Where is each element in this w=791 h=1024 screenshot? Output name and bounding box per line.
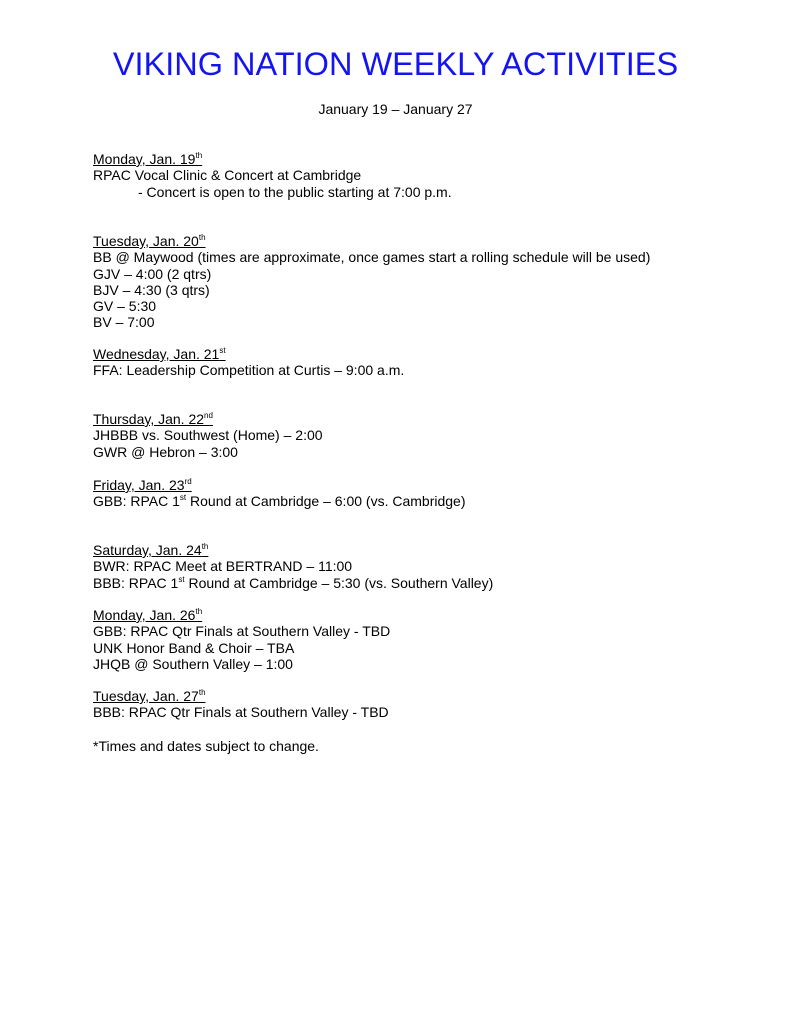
day-heading-text: Thursday, Jan. 22 (93, 411, 205, 427)
ordinal-suffix: th (195, 151, 203, 160)
activity-text: BBB: RPAC 1 (93, 574, 179, 591)
activity-item (93, 314, 650, 330)
day-heading-text: Tuesday, Jan. 20 (93, 233, 199, 249)
ordinal-suffix: nd (204, 411, 213, 420)
day-section (93, 607, 390, 672)
activity-text: BJV – 4:30 (3 qtrs) (93, 281, 210, 298)
activity-item (93, 444, 323, 460)
day-heading (93, 411, 323, 427)
day-heading-text: Tuesday, Jan. 27 (93, 688, 199, 704)
day-heading (93, 607, 390, 623)
ordinal-suffix: st (179, 493, 187, 503)
day-section (93, 477, 465, 510)
ordinal-suffix: th (198, 688, 206, 697)
activity-item (93, 704, 389, 720)
activity-item (93, 493, 465, 509)
activity-item (93, 575, 493, 591)
ordinal-suffix: th (201, 542, 209, 551)
day-heading (93, 542, 493, 558)
day-heading (93, 346, 404, 362)
activity-text: FFA: Leadership Competition at Curtis – 9:00 a.m. (93, 362, 405, 379)
activity-item (93, 167, 452, 183)
day-section (93, 346, 404, 379)
day-heading-text: Monday, Jan. 26 (93, 607, 196, 623)
activity-text: - Concert is open to the public starting at 7:00 p.m. (138, 183, 452, 200)
day-heading (93, 151, 452, 167)
day-section (93, 151, 452, 200)
activity-text: GBB: RPAC 1 (93, 493, 180, 510)
activity-item (93, 640, 390, 656)
activity-text: JHQB @ Southern Valley – 1:00 (93, 655, 293, 672)
activity-text: UNK Honor Band & Choir – TBA (93, 639, 295, 656)
activity-item (93, 558, 493, 574)
day-section (93, 542, 493, 591)
ordinal-suffix: st (178, 574, 185, 584)
date-range: January 19 – January 27 (318, 101, 473, 117)
activity-item (93, 623, 390, 639)
activity-item (93, 184, 452, 200)
activity-item (93, 656, 390, 672)
page-title: VIKING NATION WEEKLY ACTIVITIES (112, 46, 679, 82)
activity-text: BBB: RPAC Qtr Finals at Southern Valley - TBD (93, 704, 389, 721)
day-heading (93, 233, 650, 249)
activity-text: BB @ Maywood (times are approximate, once games start a rolling schedule will be used) (93, 249, 651, 266)
ordinal-suffix: st (219, 346, 226, 355)
activity-text: Round at Cambridge – 5:30 (vs. Southern Valley) (184, 574, 494, 591)
activity-text: JHBBB vs. Southwest (Home) – 2:00 (93, 427, 323, 444)
activity-text: RPAC Vocal Clinic & Concert at Cambridge (93, 167, 362, 184)
activity-item (93, 282, 650, 298)
ordinal-suffix: rd (184, 477, 192, 486)
activity-text: GBB: RPAC Qtr Finals at Southern Valley - TBD (93, 623, 391, 640)
activity-text: Round at Cambridge – 6:00 (vs. Cambridge) (186, 493, 466, 510)
activity-text: GWR @ Hebron – 3:00 (93, 443, 238, 460)
day-heading-text: Monday, Jan. 19 (93, 151, 196, 167)
day-section (93, 688, 389, 721)
day-section (93, 411, 323, 460)
activity-text: BWR: RPAC Meet at BERTRAND – 11:00 (93, 558, 353, 575)
day-section (93, 233, 650, 331)
activity-item (93, 266, 650, 282)
activity-text: BV – 7:00 (93, 314, 155, 331)
activity-text: GV – 5:30 (93, 298, 157, 315)
day-heading-text: Friday, Jan. 23 (93, 477, 185, 493)
day-heading-text: Saturday, Jan. 24 (93, 542, 202, 558)
activity-text: GJV – 4:00 (2 qtrs) (93, 265, 212, 282)
activity-item (93, 362, 404, 378)
day-heading (93, 477, 465, 493)
activity-item (93, 249, 650, 265)
ordinal-suffix: th (195, 607, 203, 616)
ordinal-suffix: th (198, 233, 206, 242)
day-heading (93, 688, 389, 704)
activity-item (93, 298, 650, 314)
day-heading-text: Wednesday, Jan. 21 (93, 346, 220, 362)
activity-item (93, 427, 323, 443)
disclaimer-note: *Times and dates subject to change. (93, 738, 319, 754)
